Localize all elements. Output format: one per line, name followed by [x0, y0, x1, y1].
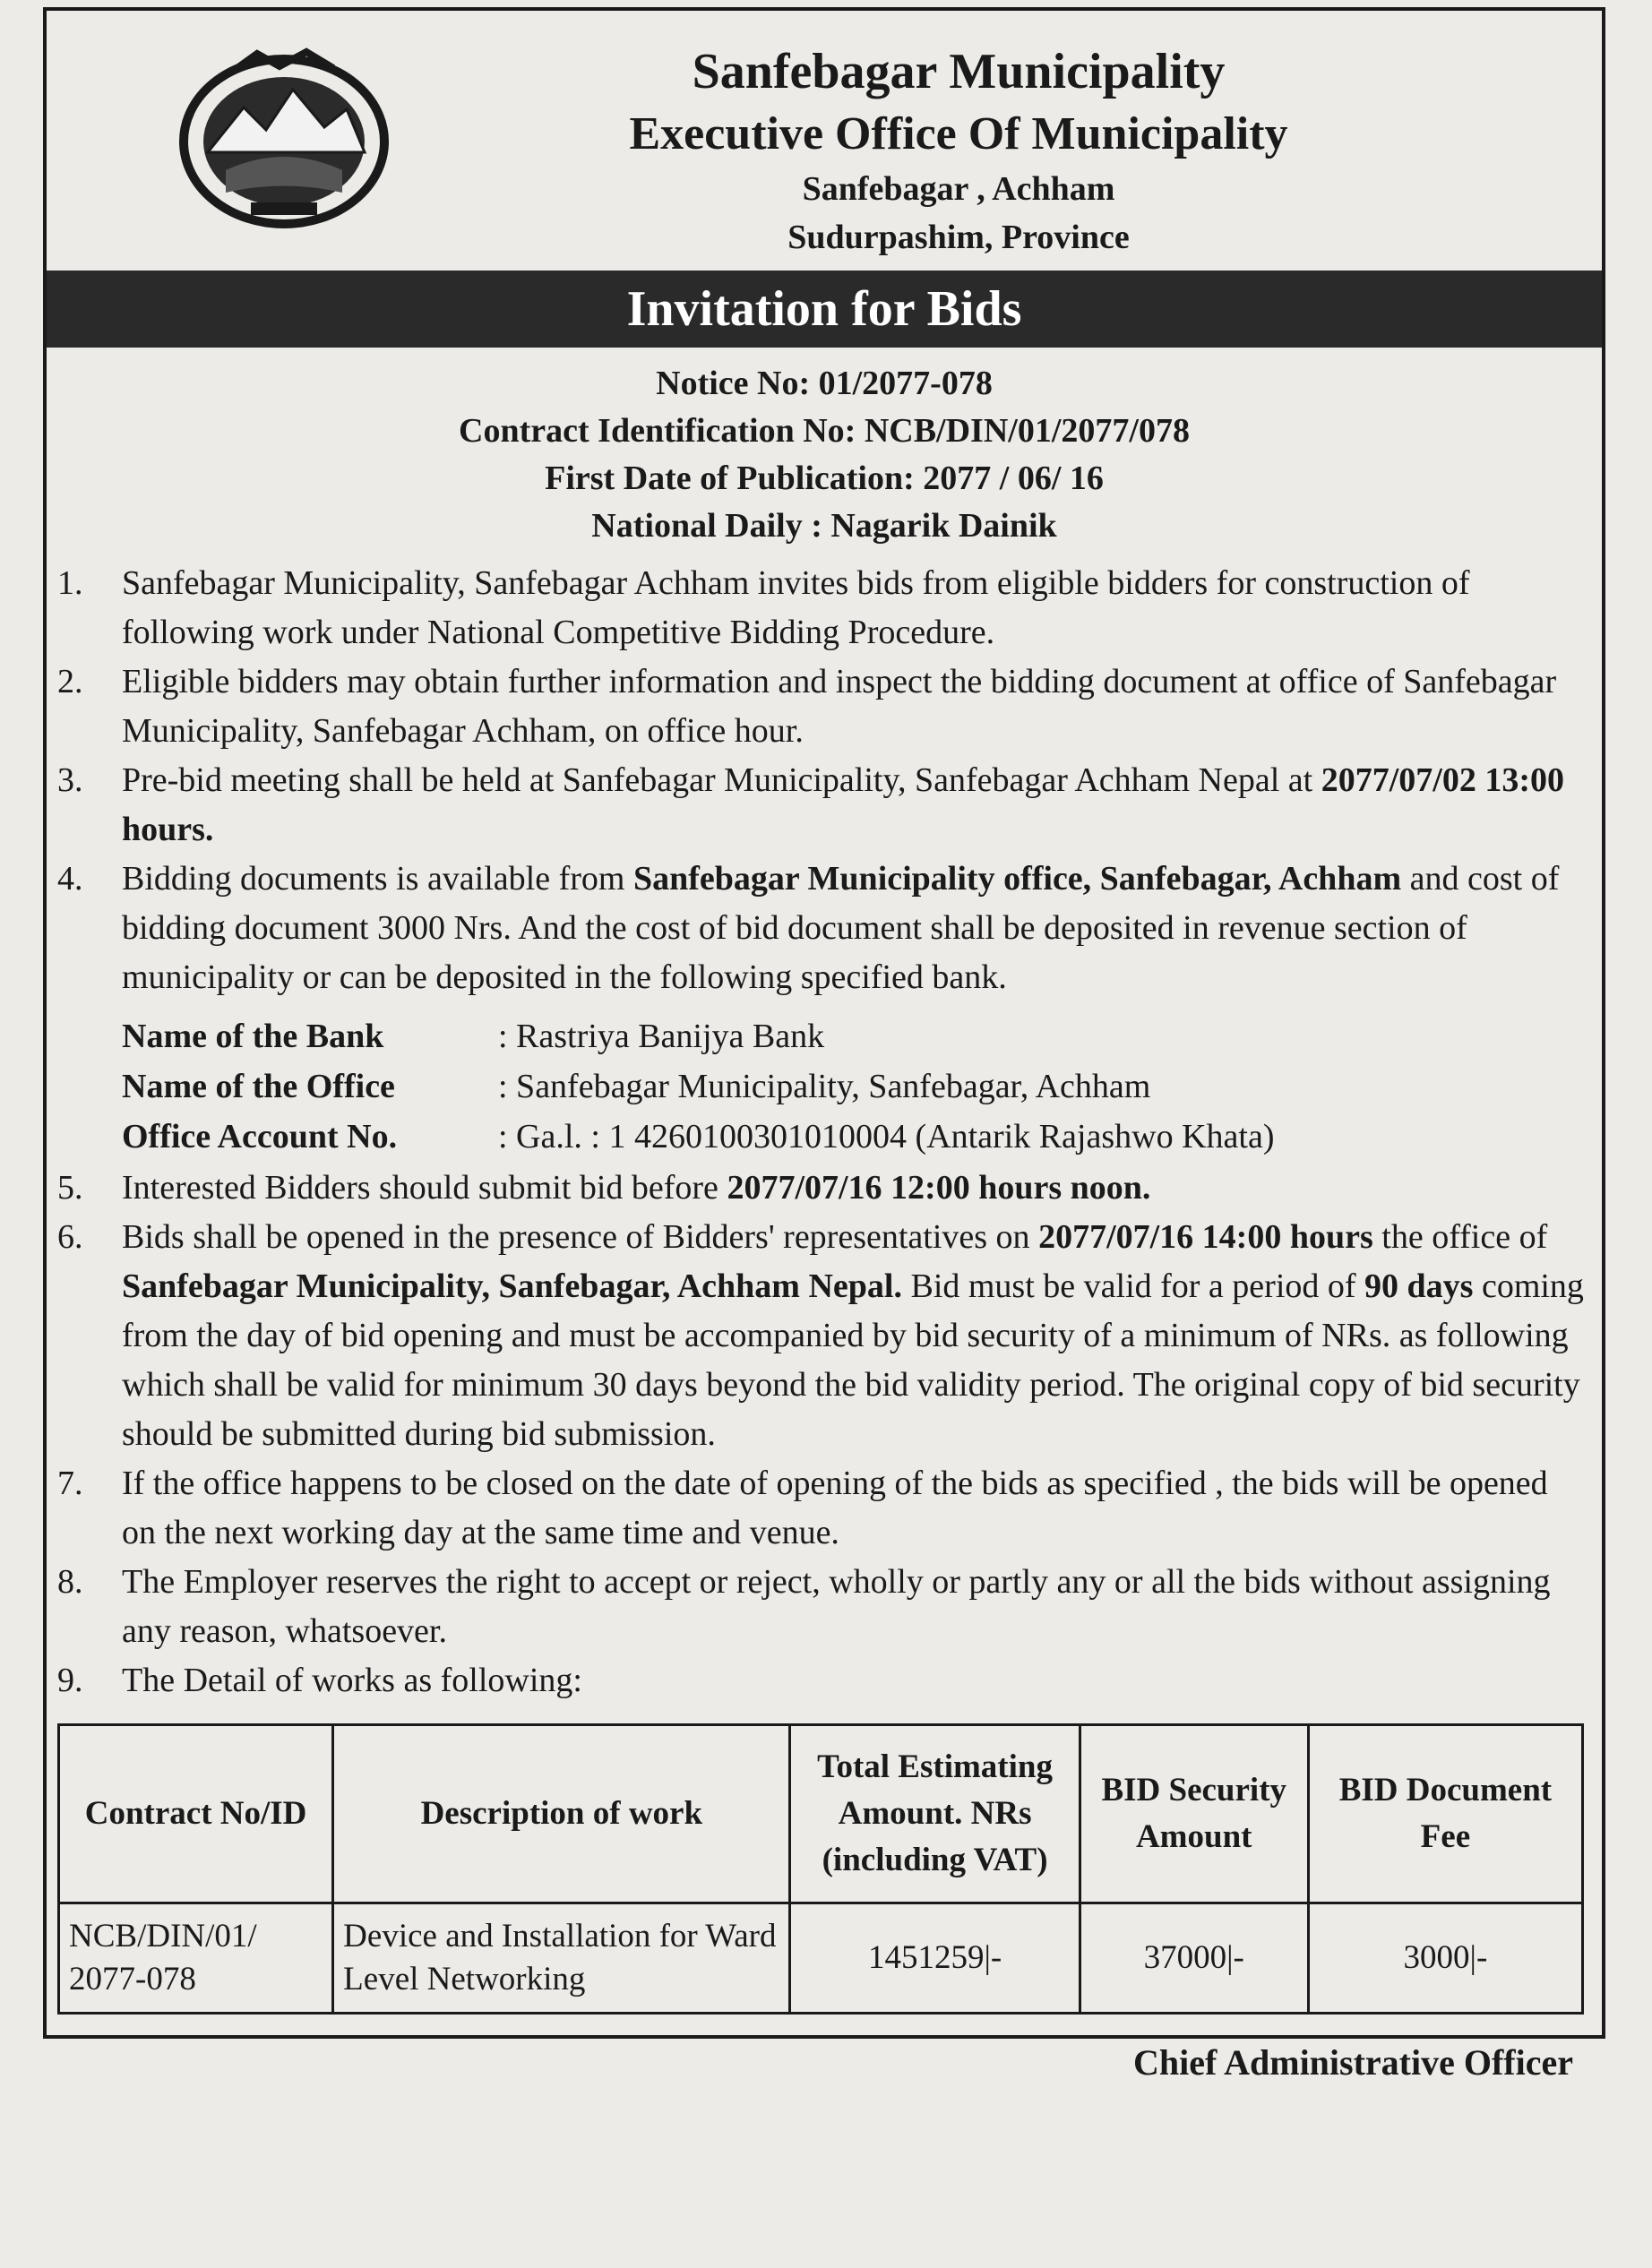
notice-items — [57, 559, 1584, 1705]
notice-frame — [43, 7, 1605, 2039]
item-text: Sanfebagar Municipality, Sanfebagar Achham invites bids from eligible bidders for construction of following work under National Competitive Bidding Procedure. — [122, 564, 1470, 651]
item-text — [122, 855, 1584, 1002]
item-text-part: the office of — [1372, 1218, 1548, 1256]
item-text: The Detail of works as following: — [122, 1662, 582, 1699]
item-number: 6. — [57, 1218, 83, 1256]
notice-number: Notice No: 01/2077-078 — [656, 365, 993, 402]
item-text — [122, 756, 1584, 855]
municipality-name: Sanfebagar Municipality — [692, 44, 1226, 99]
item-text-part: and cost of bidding document 3000 Nrs. And the cost of bid document shall be deposited in revenue section of municipality or can be deposited in the following specified bank. — [122, 860, 1560, 996]
item-text-part: Pre-bid meeting shall be held at Sanfebagar Municipality, Sanfebagar Achham Nepal at — [122, 761, 1321, 799]
list-item — [57, 657, 1584, 756]
works-table — [57, 1723, 1584, 2015]
bank-row — [122, 1011, 1584, 1061]
column-header: BID Document Fee — [1308, 1725, 1582, 1903]
bank-details — [122, 1011, 1584, 1162]
letterhead — [47, 11, 1602, 271]
item-text-part: Interested Bidders should submit bid before — [122, 1169, 727, 1207]
item-number: 9. — [57, 1662, 83, 1699]
table-cell: 1451259|- — [790, 1903, 1080, 2014]
item-text: Eligible bidders may obtain further information and inspect the bidding document at office of Sanfebagar Municipality, Sanfebagar Achham, on office hour. — [122, 663, 1557, 750]
item-number: 8. — [57, 1563, 83, 1601]
works-table-wrapper — [57, 1723, 1584, 2015]
item-number: 7. — [57, 1465, 83, 1502]
bank-value: : Rastriya Banijya Bank — [498, 1018, 825, 1055]
item-number: 4. — [57, 860, 83, 898]
list-item — [57, 1459, 1584, 1558]
column-header: Description of work — [333, 1725, 790, 1903]
table-cell: 37000|- — [1080, 1903, 1308, 2014]
notice-title-banner: Invitation for Bids — [47, 271, 1602, 348]
item-text-part: Bids shall be opened in the presence of Bidders' representatives on — [122, 1218, 1039, 1256]
list-item — [57, 1164, 1584, 1213]
list-item — [57, 1558, 1584, 1656]
national-daily: National Daily : Nagarik Dainik — [591, 507, 1057, 545]
item-text-part: Bidding documents is available from — [122, 860, 633, 898]
table-cell: Device and Installation for Ward Level Networking — [333, 1903, 790, 2014]
column-header: BID Security Amount — [1080, 1725, 1308, 1903]
item-text-part: Bid must be valid for a period of — [901, 1267, 1365, 1305]
column-header: Contract No/ID — [59, 1725, 333, 1903]
item-number: 1. — [57, 564, 83, 602]
office-name: Executive Office Of Municipality — [629, 108, 1288, 159]
item-text: The Employer reserves the right to accept or reject, wholly or partly any or all the bids without assigning any reason, whatsoever. — [122, 1563, 1551, 1650]
item-number: 2. — [57, 663, 83, 700]
table-row — [59, 1903, 1583, 2014]
bank-label: Name of the Office — [122, 1068, 395, 1105]
item-text — [122, 1164, 1584, 1213]
bank-label: Name of the Bank — [122, 1018, 384, 1055]
item-text-bold: Sanfebagar Municipality office, Sanfebagar, Achham — [632, 860, 1402, 898]
list-item — [57, 855, 1584, 1002]
office-location: Sanfebagar , Achham — [802, 170, 1115, 208]
item-text-bold: Sanfebagar Municipality, Sanfebagar, Achham Nepal. — [122, 1267, 902, 1305]
list-item — [57, 559, 1584, 657]
item-number: 5. — [57, 1169, 83, 1207]
notice-meta — [47, 360, 1602, 550]
bank-label: Office Account No. — [122, 1118, 398, 1155]
publication-date: First Date of Publication: 2077 / 06/ 16 — [545, 460, 1104, 497]
item-text-bold: 2077/07/16 12:00 hours noon. — [727, 1169, 1151, 1207]
table-cell: 3000|- — [1308, 1903, 1582, 2014]
bank-value: : Ga.l. : 1 4260100301010004 (Antarik Rajashwo Khata) — [498, 1118, 1275, 1155]
list-item — [57, 756, 1584, 855]
office-province: Sudurpashim, Province — [787, 219, 1130, 256]
column-header: Total Estimating Amount. NRs (including VAT) — [790, 1725, 1080, 1903]
item-text — [122, 1213, 1584, 1459]
item-text-part: coming from the day of bid opening and must be accompanied by bid security of a minimum of NRs. as following which shall be valid for minimum 30 days beyond the bid validity period. The original copy of bid security should be submitted during bid submission. — [122, 1267, 1584, 1453]
bank-row — [122, 1061, 1584, 1112]
table-cell: NCB/DIN/01/ 2077-078 — [59, 1903, 333, 2014]
item-number: 3. — [57, 761, 83, 799]
table-header-row — [59, 1725, 1583, 1903]
list-item — [57, 1656, 1584, 1705]
list-item — [57, 1213, 1584, 1459]
item-text: If the office happens to be closed on the date of opening of the bids as specified , the bids will be opened on the next working day at the same time and venue. — [122, 1465, 1548, 1551]
item-text-bold: 2077/07/02 13:00 hours. — [122, 761, 1564, 848]
item-text-bold: 90 days — [1364, 1267, 1474, 1305]
bank-value: : Sanfebagar Municipality, Sanfebagar, Achham — [498, 1068, 1151, 1105]
contract-identification: Contract Identification No: NCB/DIN/01/2077/078 — [459, 412, 1190, 450]
bank-row — [122, 1112, 1584, 1162]
item-text-bold: 2077/07/16 14:00 hours — [1038, 1218, 1373, 1256]
signatory-title: Chief Administrative Officer — [1133, 2042, 1573, 2083]
